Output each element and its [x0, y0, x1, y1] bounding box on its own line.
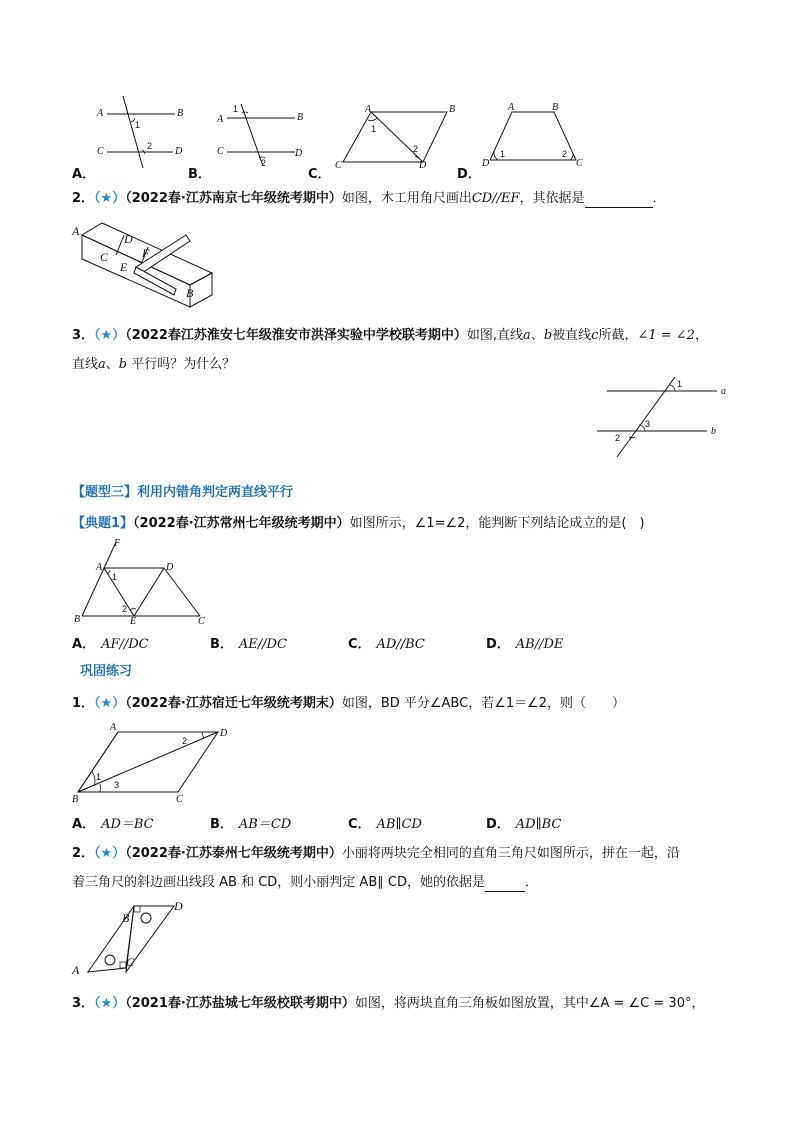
- fig-b-label-C: C: [217, 146, 224, 157]
- p2-label-B: B: [122, 911, 130, 925]
- ex1-option-b[interactable]: B． AE//DC: [210, 637, 287, 652]
- q3-label-1: 1: [677, 379, 683, 389]
- fig-d-label-C: C: [576, 158, 583, 169]
- question-3-line-2: 直线a、b 平行吗？为什么？: [72, 357, 236, 372]
- q2-label-D: D: [124, 232, 133, 246]
- p1-label-2: 2: [182, 736, 188, 746]
- p2-label-C: C: [126, 955, 135, 969]
- ex1-label-A: A: [96, 562, 103, 573]
- fig-a-label-2: 2: [147, 141, 153, 151]
- question-3: 3．（★）（2022春江苏淮安七年级淮安市洪泽实验中学校联考期中）如图,直线a、b被直线c所截，∠1 = ∠2，: [72, 328, 708, 343]
- fig-d-label-1: 1: [500, 149, 506, 159]
- fig-b-label-A: A: [217, 114, 224, 125]
- fig-c-label-2: 2: [413, 144, 419, 154]
- practice-1: 1．（★）（2022春·江苏宿迁七年级统考期末）如图，BD 平分∠ABC，若∠1＝∠2，则（ ）: [72, 696, 626, 711]
- q3-label-2: 2: [615, 433, 621, 443]
- ex1-option-c[interactable]: C． AD//BC: [348, 637, 425, 652]
- ex1-label-1: 1: [112, 572, 118, 582]
- p2-label-A: A: [72, 963, 80, 977]
- fig-b-label-D: D: [295, 148, 303, 159]
- q2-label-C: C: [100, 250, 109, 264]
- q1-option-b[interactable]: B．: [188, 167, 211, 182]
- fig-c-label-B: B: [449, 104, 456, 115]
- p1-option-d[interactable]: D． AD∥BC: [486, 817, 562, 832]
- fig-a-label-C: C: [97, 146, 104, 157]
- practice-3: 3．（★）（2021春·江苏盐城七年级校联考期中）如图，将两块直角三角板如图放置，其中∠A = ∠C = 30°，: [72, 996, 705, 1011]
- answer-blank[interactable]: [585, 193, 653, 208]
- practice-2-figure: [70, 898, 190, 980]
- q2-label-F: F: [142, 246, 150, 260]
- answer-blank[interactable]: [485, 877, 525, 892]
- fig-b-label-1: 1: [233, 104, 239, 114]
- q2-carpenter-figure: [72, 215, 222, 310]
- fig-a-label-1: 1: [135, 120, 141, 130]
- fig-c-label-1: 1: [371, 124, 377, 134]
- question-2: 2．（★）（2022春·江苏南京七年级统考期中）如图，木工用角尺画出CD//EF，其依据是 ．: [72, 191, 666, 206]
- fig-c-label-C: C: [335, 160, 342, 171]
- ex1-label-D: D: [166, 562, 174, 573]
- p1-option-a[interactable]: A． AD＝BC: [72, 817, 154, 832]
- p1-label-1: 1: [96, 772, 102, 782]
- ex1-label-2: 2: [122, 604, 128, 614]
- fig-d-label-D: D: [482, 158, 490, 169]
- fig-a-label-D: D: [175, 146, 183, 157]
- q1-figure-c: [335, 102, 465, 172]
- fig-b-label-B: B: [297, 112, 304, 123]
- practice-2: 2．（★）（2022春·江苏泰州七年级统考期中）小丽将两块完全相同的直角三角尺如图所示，拼在一起，沿: [72, 846, 680, 861]
- p1-label-D: D: [220, 728, 228, 739]
- fig-d-label-B: B: [552, 102, 559, 113]
- fig-d-label-2: 2: [562, 149, 568, 159]
- p1-label-3: 3: [114, 780, 120, 790]
- q2-label-A: A: [72, 224, 80, 238]
- q1-option-c[interactable]: C．: [308, 167, 331, 182]
- q1-figure-b: [215, 100, 305, 170]
- ex1-label-F: F: [114, 538, 121, 549]
- p1-option-b[interactable]: B． AB＝CD: [210, 817, 292, 832]
- q1-figure-a: [95, 92, 185, 162]
- fig-c-label-D: D: [419, 160, 427, 171]
- ex1-option-d[interactable]: D． AB//DE: [486, 637, 564, 652]
- fig-b-label-2: 2: [261, 158, 267, 168]
- fig-d-label-A: A: [508, 102, 515, 113]
- practice-1-figure: [72, 722, 232, 804]
- p1-option-c[interactable]: C． AB∥CD: [348, 817, 422, 832]
- q1-figure-d: [480, 100, 590, 170]
- fig-a-label-A: A: [97, 108, 104, 119]
- q1-option-d[interactable]: D．: [457, 167, 481, 182]
- p2-label-D: D: [174, 899, 183, 913]
- q3-label-b: b: [711, 426, 716, 437]
- fig-a-label-B: B: [177, 108, 184, 119]
- q3-label-3: 3: [645, 419, 651, 429]
- q3-label-a: a: [721, 386, 726, 397]
- ex1-option-a[interactable]: A． AF//DC: [72, 637, 149, 652]
- example-1-figure: [72, 538, 212, 626]
- ex1-label-B: B: [74, 614, 81, 625]
- example-1: 【典题1】（2022春·江苏常州七年级统考期中）如图所示，∠1=∠2，能判断下列结论成立的是( ): [72, 516, 645, 531]
- p1-label-A: A: [110, 722, 117, 733]
- p1-label-C: C: [176, 794, 183, 805]
- q2-label-B: B: [186, 286, 194, 300]
- fig-c-label-A: A: [365, 104, 372, 115]
- q2-label-E: E: [120, 260, 128, 274]
- q3-parallel-lines-figure: [595, 375, 735, 460]
- section-title: 【题型三】利用内错角判定两直线平行: [72, 485, 294, 500]
- q1-option-a[interactable]: A．: [72, 167, 96, 182]
- practice-2-line-2: 着三角尺的斜边画出线段 AB 和 CD，则小丽判定 AB∥ CD，她的依据是 ．: [72, 875, 538, 890]
- p1-label-B: B: [72, 794, 79, 805]
- practice-title: 巩固练习: [80, 664, 133, 679]
- ex1-label-C: C: [198, 616, 205, 627]
- ex1-label-E: E: [130, 616, 137, 627]
